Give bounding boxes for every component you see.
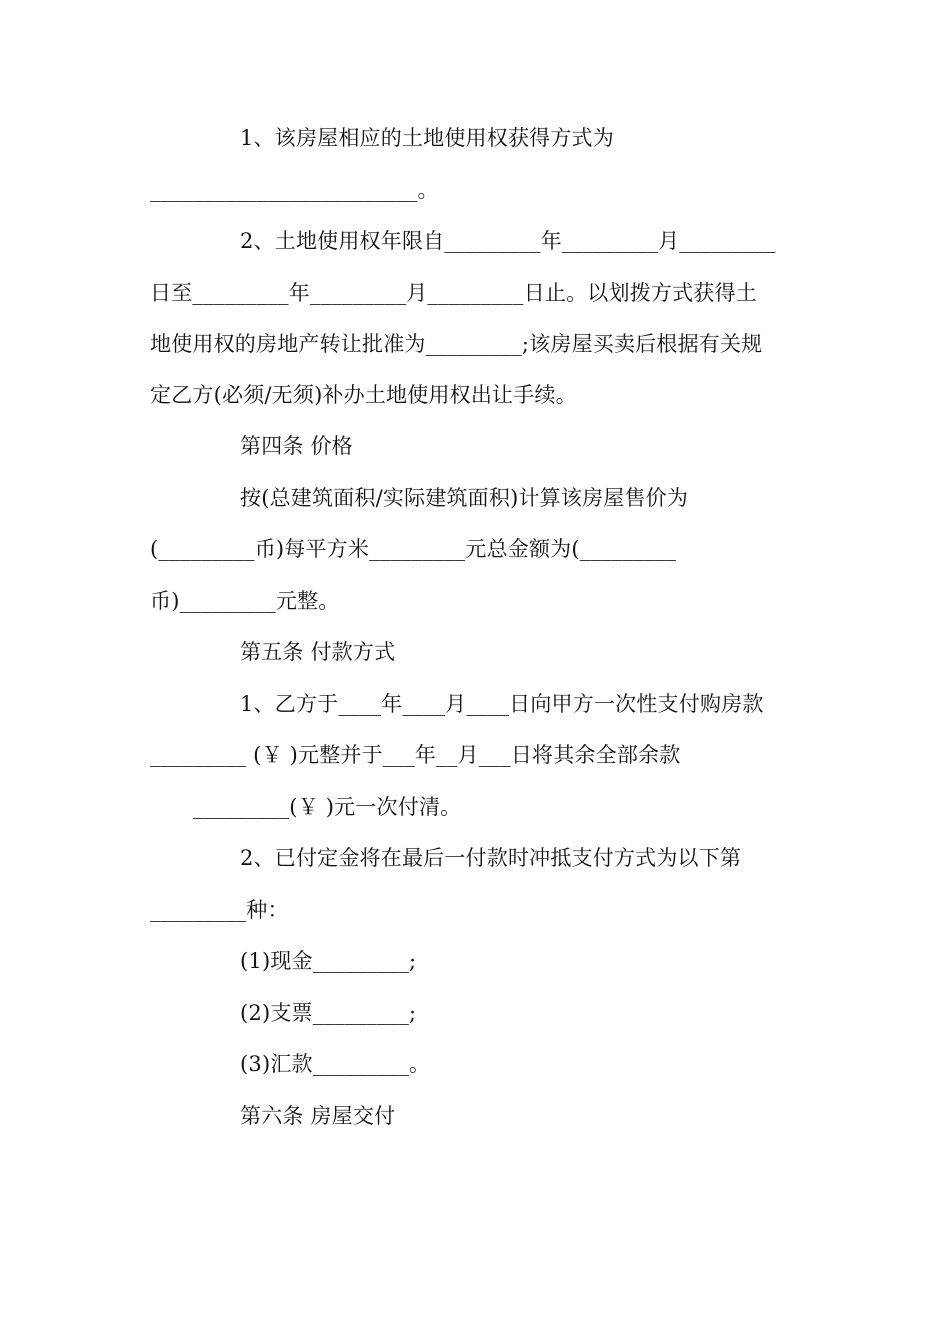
payment-option-cash: (1)现金_________; [240,949,417,973]
land-use-term-clause: 2、土地使用权年限自_________年_________月_________ [240,229,776,253]
price-clause: 按(总建筑面积/实际建筑面积)计算该房屋售价为 [240,486,689,510]
payment-clause-1-end: _________(￥ )元一次付清。 [193,795,462,819]
payment-option-remittance: (3)汇款_________。 [240,1052,431,1076]
section-heading-delivery: 第六条 房屋交付 [240,1104,396,1128]
land-use-method-clause: 1、该房屋相应的土地使用权获得方式为 [240,126,614,150]
payment-clause-1-continued: _________ (￥ )元整并于___年__月___日将其余全部余款 [150,743,681,767]
transfer-procedure-text: 定乙方(必须/无须)补办土地使用权出让手续。 [150,383,577,407]
payment-clause-2-blank: _________种： [150,898,289,922]
price-clause-continued: (_________币)每平方米_________元总金额为(_________ [150,537,677,561]
payment-option-check: (2)支票_________; [240,1001,417,1025]
payment-clause-2: 2、已付定金将在最后一付款时冲抵支付方式为以下第 [240,846,742,870]
transfer-approval-text: 地使用权的房地产转让批准为_________;该房屋买卖后根据有关规 [150,332,763,356]
total-price-line: 币)_________元整。 [150,589,340,613]
section-heading-price: 第四条 价格 [240,434,353,458]
payment-clause-1: 1、乙方于____年____月____日向甲方一次性支付购房款 [240,692,764,716]
land-use-method-blank: _________________________。 [150,178,439,202]
section-heading-payment: 第五条 付款方式 [240,640,396,664]
land-use-term-continued: 日至_________年_________月_________日止。以划拨方式获得土 [150,281,757,305]
